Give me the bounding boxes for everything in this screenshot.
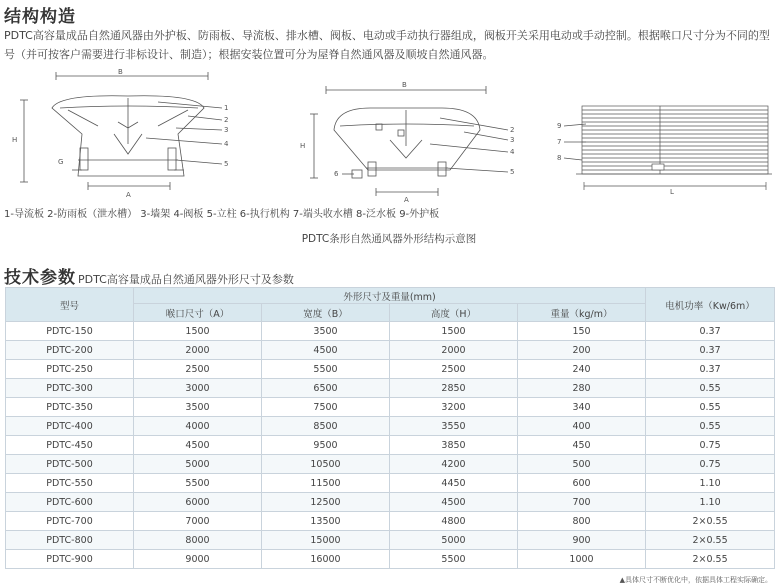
fig2-dim-b: B [402,81,407,89]
fig1-mark-g: G [58,158,64,166]
specs-title: 技术参数 [4,268,76,288]
table-row [6,360,775,379]
cell-width: 13500 [262,512,390,531]
figure-ridge-ventilator-section [8,64,238,204]
cell-model: PDTC-450 [6,436,134,455]
fig3-callout: 8 [557,154,562,162]
cell-model: PDTC-800 [6,531,134,550]
cell-weight: 700 [518,493,646,512]
cell-height: 2500 [390,360,518,379]
cell-weight: 800 [518,512,646,531]
specs-heading [4,263,294,288]
cell-weight: 240 [518,360,646,379]
table-row [6,322,775,341]
table-row [6,493,775,512]
cell-throat-size: 5000 [134,455,262,474]
cell-model: PDTC-300 [6,379,134,398]
table-row [6,398,775,417]
cell-height: 3200 [390,398,518,417]
fig2-dim-h: H [300,142,306,150]
cell-height: 2000 [390,341,518,360]
cell-width: 4500 [262,341,390,360]
table-row [6,341,775,360]
fig1-dim-h: H [12,136,18,144]
table-row [6,531,775,550]
cell-model: PDTC-600 [6,493,134,512]
fig1-callout: 3 [224,126,229,134]
cell-throat-size: 4000 [134,417,262,436]
cell-width: 7500 [262,398,390,417]
fig1-dim-a: A [126,191,131,199]
table-row [6,436,775,455]
cell-motor-power: 2×0.55 [646,531,775,550]
footnote: ▲具体尺寸不断优化中，依据具体工程实际确定。 [619,576,772,584]
header-model: 型号 [6,288,134,322]
header-throat-size: 喉口尺寸（A） [134,304,262,322]
cell-throat-size: 2000 [134,341,262,360]
cell-weight: 280 [518,379,646,398]
cell-motor-power: 1.10 [646,493,775,512]
cell-width: 15000 [262,531,390,550]
cell-weight: 150 [518,322,646,341]
header-motor-power: 电机功率（Kw/6m） [646,288,775,322]
fig2-callout: 4 [510,148,515,156]
cell-throat-size: 9000 [134,550,262,569]
structure-title: 结构构造 [4,7,76,27]
cell-weight: 340 [518,398,646,417]
fig2-callout: 2 [510,126,515,134]
cell-model: PDTC-150 [6,322,134,341]
figure-legend: 1-导流板 2-防雨板（泄水槽） 3-墙架 4-阀板 5-立柱 6-执行机构 7-端头收水槽 8-泛水板 9-外护板 [4,209,440,220]
cell-weight: 900 [518,531,646,550]
fig2-callout: 3 [510,136,515,144]
fig2-dim-a: A [404,196,409,204]
cell-height: 4450 [390,474,518,493]
fig2-callout: 6 [334,170,339,178]
specs-subtitle: PDTC高容量成品自然通风器外形尺寸及参数 [78,273,294,286]
figure-ventilator-actuator-section [290,74,530,204]
cell-throat-size: 4500 [134,436,262,455]
cell-height: 5000 [390,531,518,550]
cell-motor-power: 0.37 [646,341,775,360]
cell-model: PDTC-200 [6,341,134,360]
cell-weight: 400 [518,417,646,436]
table-row [6,512,775,531]
cell-width: 3500 [262,322,390,341]
cell-width: 9500 [262,436,390,455]
table-row [6,455,775,474]
cell-model: PDTC-900 [6,550,134,569]
cell-motor-power: 0.75 [646,455,775,474]
cell-throat-size: 3000 [134,379,262,398]
cell-throat-size: 8000 [134,531,262,550]
cell-motor-power: 2×0.55 [646,512,775,531]
cell-width: 6500 [262,379,390,398]
cell-width: 11500 [262,474,390,493]
cell-motor-power: 0.75 [646,436,775,455]
cell-model: PDTC-550 [6,474,134,493]
cell-model: PDTC-700 [6,512,134,531]
figure-caption: PDTC条形自然通风器外形结构示意图 [301,233,477,245]
cell-width: 16000 [262,550,390,569]
header-width: 宽度（B） [262,304,390,322]
cell-throat-size: 1500 [134,322,262,341]
cell-weight: 500 [518,455,646,474]
cell-motor-power: 2×0.55 [646,550,775,569]
cell-motor-power: 0.37 [646,360,775,379]
cell-height: 5500 [390,550,518,569]
fig2-callout: 5 [510,168,515,176]
cell-model: PDTC-250 [6,360,134,379]
structure-intro: PDTC高容量成品自然通风器由外护板、防雨板、导流板、排水槽、阀板、电动或手动执行器组成，阀板开关采用电动或手动控制。根据喉口尺寸分为不同的型号（并可按客户需要进行非标设计、制造）；根据安装位置可分为屋脊自然通风器及顺坡自然通风器。 [4,29,770,61]
cell-height: 3550 [390,417,518,436]
table-row [6,474,775,493]
table-row [6,417,775,436]
cell-width: 10500 [262,455,390,474]
cell-throat-size: 6000 [134,493,262,512]
header-height: 高度（H） [390,304,518,322]
cell-height: 2850 [390,379,518,398]
cell-weight: 600 [518,474,646,493]
table-row [6,379,775,398]
header-weight: 重量（kg/m） [518,304,646,322]
fig3-callout: 7 [557,138,562,146]
header-dimensions-group: 外形尺寸及重量(mm) [134,288,646,304]
fig1-callout: 4 [224,140,229,148]
cell-width: 5500 [262,360,390,379]
fig1-callout: 5 [224,160,229,168]
cell-throat-size: 7000 [134,512,262,531]
spec-table [5,287,775,569]
fig1-callout: 1 [224,104,229,112]
cell-throat-size: 3500 [134,398,262,417]
cell-model: PDTC-500 [6,455,134,474]
fig3-callout: 9 [557,122,562,130]
fig1-dim-b: B [118,68,123,76]
cell-height: 1500 [390,322,518,341]
cell-model: PDTC-350 [6,398,134,417]
cell-width: 12500 [262,493,390,512]
cell-motor-power: 0.55 [646,417,775,436]
table-row [6,550,775,569]
cell-motor-power: 0.55 [646,398,775,417]
fig1-callout: 2 [224,116,229,124]
cell-motor-power: 1.10 [646,474,775,493]
cell-weight: 1000 [518,550,646,569]
cell-height: 4200 [390,455,518,474]
figure-ventilator-side-view [556,98,774,198]
cell-motor-power: 0.55 [646,379,775,398]
cell-motor-power: 0.37 [646,322,775,341]
cell-height: 4800 [390,512,518,531]
cell-height: 3850 [390,436,518,455]
cell-height: 4500 [390,493,518,512]
cell-weight: 200 [518,341,646,360]
fig3-dim-l: L [670,188,674,196]
cell-model: PDTC-400 [6,417,134,436]
cell-throat-size: 5500 [134,474,262,493]
cell-width: 8500 [262,417,390,436]
cell-throat-size: 2500 [134,360,262,379]
cell-weight: 450 [518,436,646,455]
